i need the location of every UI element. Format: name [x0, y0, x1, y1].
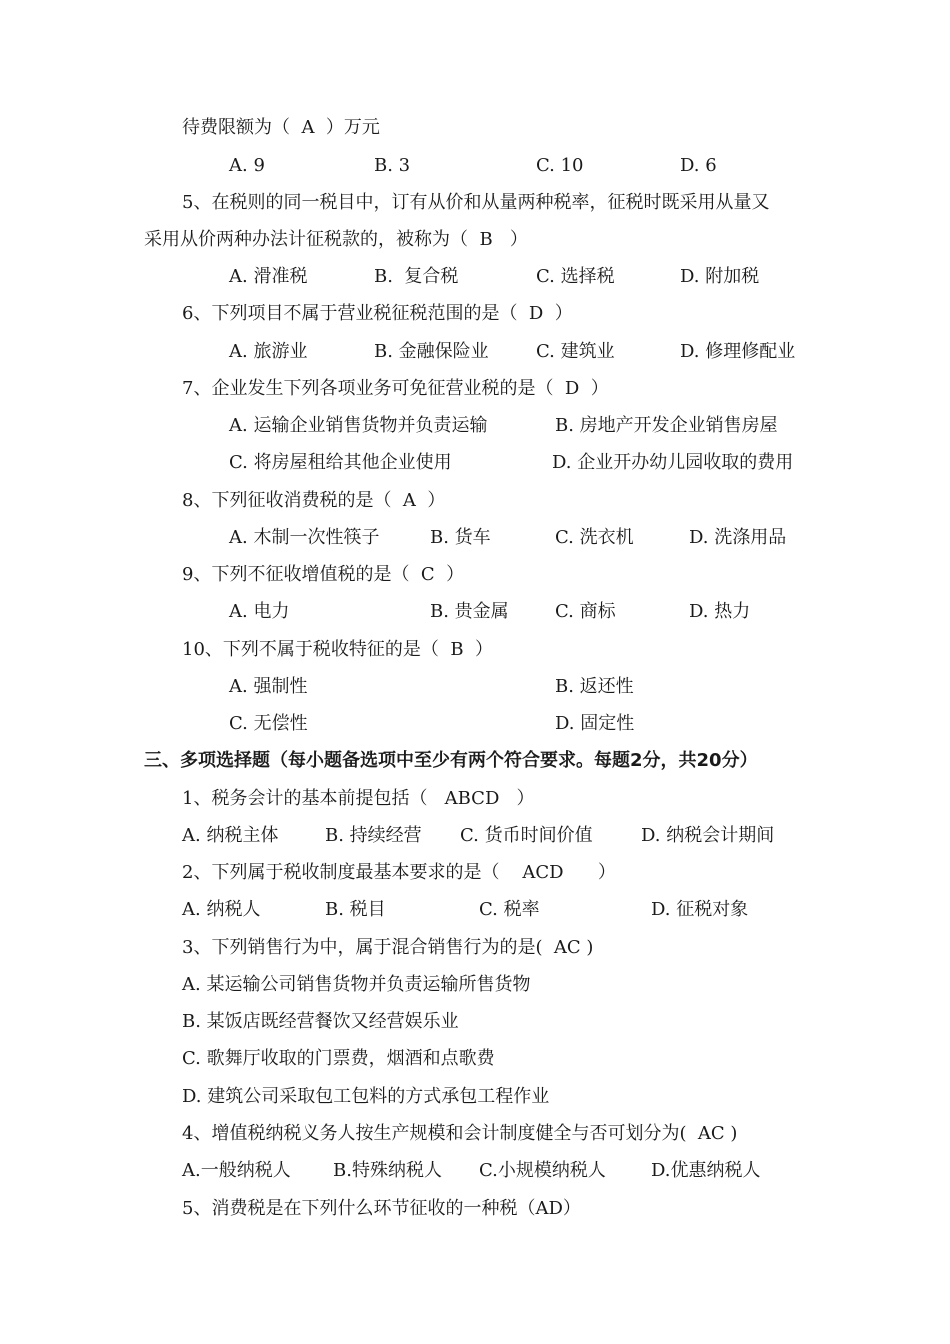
- option: D. 洗涤用品: [689, 527, 787, 548]
- option: B. 某饭店既经营餐饮又经营娱乐业: [182, 1011, 459, 1032]
- question-6: 6、下列项目不属于营业税征税范围的是（ D ）: [182, 303, 573, 324]
- option: A. 9: [229, 155, 265, 176]
- option: A. 强制性: [229, 676, 308, 697]
- option: D. 附加税: [680, 266, 760, 287]
- option: B. 复合税: [374, 266, 459, 287]
- option: B. 贵金属: [430, 601, 509, 622]
- option: C. 歌舞厅收取的门票费，烟酒和点歌费: [182, 1048, 495, 1069]
- option: A. 纳税人: [182, 899, 261, 920]
- option: B. 货车: [430, 527, 491, 548]
- option: B. 持续经营: [325, 825, 422, 846]
- multi-question-3: 3、下列销售行为中，属于混合销售行为的是( AC ): [182, 937, 594, 958]
- option: D. 热力: [689, 601, 751, 622]
- option: A.一般纳税人: [182, 1160, 291, 1181]
- option: C. 选择税: [536, 266, 615, 287]
- option: C. 10: [536, 155, 584, 176]
- option: A. 旅游业: [229, 341, 308, 362]
- option: D. 建筑公司采取包工包料的方式承包工程作业: [182, 1086, 550, 1107]
- option: A. 某运输公司销售货物并负责运输所售货物: [182, 974, 531, 995]
- option: C. 货币时间价值: [460, 825, 593, 846]
- option: D. 固定性: [555, 713, 635, 734]
- option: D. 修理修配业: [680, 341, 796, 362]
- question-9: 9、下列不征收增值税的是（ C ）: [182, 564, 465, 585]
- option: D. 企业开办幼儿园收取的费用: [552, 452, 794, 473]
- section-heading: 三、多项选择题（每小题备选项中至少有两个符合要求。每题2分，共20分）: [144, 750, 758, 771]
- question-4-continuation: 待费限额为（ A ）万元: [182, 117, 380, 138]
- multi-question-5: 5、消费税是在下列什么环节征收的一种税（AD）: [182, 1198, 581, 1219]
- question-5-line-1: 5、在税则的同一税目中，订有从价和从量两种税率，征税时既采用从量又: [182, 192, 770, 213]
- option: A. 纳税主体: [182, 825, 279, 846]
- option: C. 无偿性: [229, 713, 308, 734]
- option: D. 纳税会计期间: [641, 825, 775, 846]
- multi-question-1: 1、税务会计的基本前提包括（ ABCD ）: [182, 788, 535, 809]
- option: B. 房地产开发企业销售房屋: [555, 415, 778, 436]
- question-10: 10、下列不属于税收特征的是（ B ）: [182, 639, 494, 660]
- option: A. 运输企业销售货物并负责运输: [229, 415, 488, 436]
- option: B. 金融保险业: [374, 341, 489, 362]
- option: C. 洗衣机: [555, 527, 634, 548]
- option: D. 6: [680, 155, 717, 176]
- question-8: 8、下列征收消费税的是（ A ）: [182, 490, 446, 511]
- option: C. 将房屋租给其他企业使用: [229, 452, 452, 473]
- option: A. 滑准税: [229, 266, 308, 287]
- option: B.特殊纳税人: [333, 1160, 442, 1181]
- option: B. 税目: [325, 899, 386, 920]
- option: C. 建筑业: [536, 341, 615, 362]
- question-5-line-2: 采用从价两种办法计征税款的，被称为（ B ）: [144, 229, 528, 250]
- option: C. 商标: [555, 601, 616, 622]
- option: C.小规模纳税人: [479, 1160, 606, 1181]
- option: C. 税率: [479, 899, 540, 920]
- option: D.优惠纳税人: [651, 1160, 761, 1181]
- option: A. 电力: [229, 601, 290, 622]
- multi-question-2: 2、下列属于税收制度最基本要求的是（ ACD ）: [182, 862, 616, 883]
- option: B. 3: [374, 155, 411, 176]
- multi-question-4: 4、增值税纳税义务人按生产规模和会计制度健全与否可划分为( AC ): [182, 1123, 738, 1144]
- option: A. 木制一次性筷子: [229, 527, 380, 548]
- option: D. 征税对象: [651, 899, 749, 920]
- option: B. 返还性: [555, 676, 634, 697]
- question-7: 7、企业发生下列各项业务可免征营业税的是（ D ）: [182, 378, 609, 399]
